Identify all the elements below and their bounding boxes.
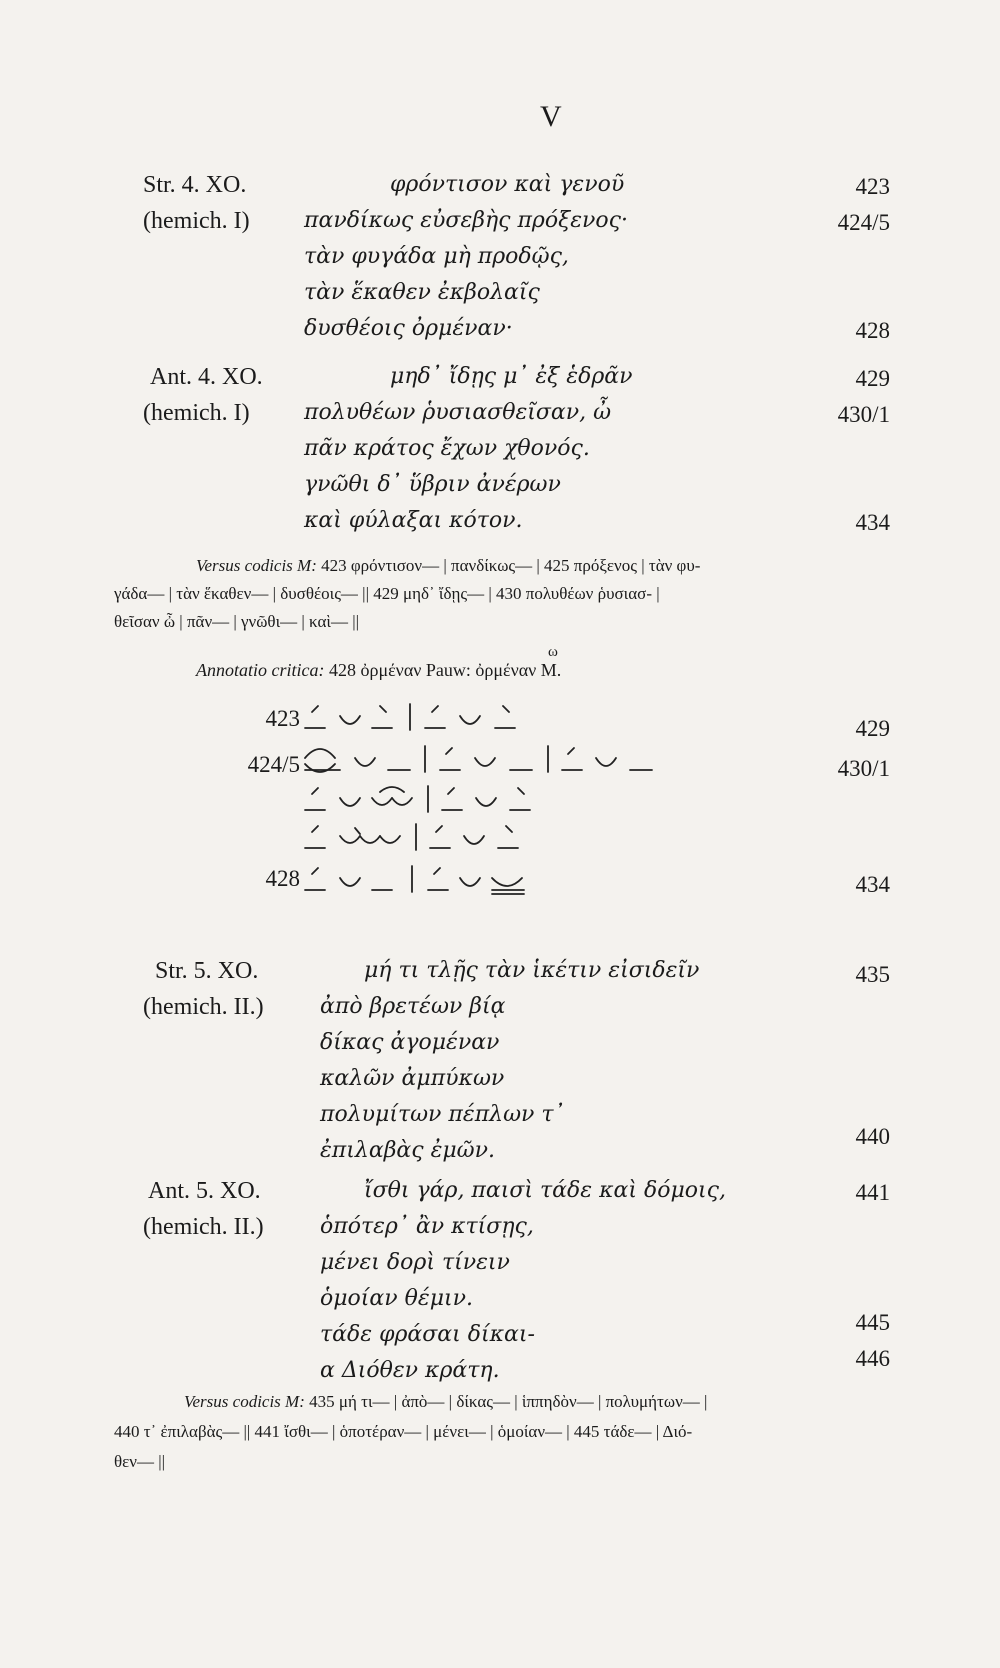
block2-label-2: (hemich. I) xyxy=(143,400,250,426)
note-prefix: Versus codicis xyxy=(184,1392,281,1411)
block1-line-number: 428 xyxy=(855,318,890,343)
meter-row-4 xyxy=(305,824,518,850)
block1-label-1: Str. 4. XO. xyxy=(143,172,247,198)
versus-codicis-note-1 xyxy=(196,556,700,576)
versus-codicis-note-2 xyxy=(184,1392,707,1412)
block2-line: μηδ᾽ ἴδῃς μ᾽ ἐξ ἑδρᾶν xyxy=(390,364,633,389)
block3-line: μή τι τλῇς τὰν ἱκέτιν εἰσιδεῖν xyxy=(364,958,700,983)
block4-line: ἴσθι γάρ, παισὶ τάδε καὶ δόμοις, xyxy=(364,1178,726,1203)
note-prefix: Versus codicis xyxy=(196,556,293,575)
block1-line: τὰν ἕκαθεν ἐκβολαῖς xyxy=(304,280,540,305)
block4-line: α Διόθεν κράτη. xyxy=(320,1358,500,1383)
note-manuscript: M: xyxy=(297,556,317,575)
block4-label-2: (hemich. II.) xyxy=(143,1214,264,1240)
block2-line: γνῶθι δ᾽ ὕβριν ἀνέρων xyxy=(304,472,561,497)
meter-right-number: 430/1 xyxy=(837,756,890,781)
meter-right-number: 434 xyxy=(855,872,890,897)
block3-line: δίκας ἀγομέναν xyxy=(320,1030,500,1055)
block2-label-1: Ant. 4. XO. xyxy=(150,364,263,390)
meter-row-5 xyxy=(305,866,524,894)
versus-codicis-note-2-line3: θεν— || xyxy=(114,1452,166,1471)
meter-left-number: 423 xyxy=(265,706,300,731)
annotatio-superscript: ω xyxy=(548,644,558,660)
note-text: 423 φρόντισον— | πανδίκως— | 425 πρόξενος | τὰν φυ- xyxy=(321,556,701,575)
note-text: 435 μή τι— | ἀπὸ— | δίκας— | ἱππηδὸν— | πολυμήτων— | xyxy=(309,1392,708,1411)
block3-line-number: 435 xyxy=(855,962,890,987)
block4-line: ὁμοίαν θέμιν. xyxy=(320,1286,473,1311)
block4-label-1: Ant. 5. XO. xyxy=(148,1178,261,1204)
block3-label-2: (hemich. II.) xyxy=(143,994,264,1020)
note-manuscript: M: xyxy=(285,1392,305,1411)
meter-row-3 xyxy=(305,786,530,812)
versus-codicis-note-1-line2: γάδα— | τὰν ἕκαθεν— | δυσθέοις— || 429 μηδ᾽ ἴδῃς— | 430 πολυθέων ῥυσιασ- | xyxy=(114,584,660,603)
page-number: V xyxy=(540,100,562,133)
meter-row-2 xyxy=(305,746,652,772)
block4-line-number: 445 xyxy=(855,1310,890,1335)
block3-line: καλῶν ἀμπύκων xyxy=(320,1066,505,1091)
block1-line: τὰν φυγάδα μὴ προδῷς, xyxy=(304,244,569,269)
block3-line: ἀπὸ βρετέων βίᾳ xyxy=(320,994,506,1019)
block1-line: δυσθέοις ὀρμέναν· xyxy=(304,316,513,341)
annotatio-critica-1 xyxy=(196,660,561,681)
block4-line-number: 441 xyxy=(855,1180,890,1205)
versus-codicis-note-2-line2: 440 τ᾽ ἐπιλαβὰς— || 441 ἴσθι— | ὁποτέραν— | μένει— | ὁμοίαν— | 445 τάδε— | Διό- xyxy=(114,1422,693,1441)
block2-line: πολυθέων ῥυσιασθεῖσαν, ὦ xyxy=(304,400,612,425)
meter-left-number: 428 xyxy=(265,866,300,891)
block1-line: πανδίκως εὐσεβὴς πρόξενος· xyxy=(304,208,628,233)
block3-label-1: Str. 5. XO. xyxy=(155,958,259,984)
meter-row-1 xyxy=(305,704,515,730)
annotatio-text: 428 ὀρμέναν Pauw: ὀρμέναν M. xyxy=(328,660,562,680)
meter-right-number: 429 xyxy=(855,716,890,741)
block2-line-number: 429 xyxy=(855,366,890,391)
versus-codicis-note-1-line3: θεῖσαν ὦ | πᾶν— | γνῶθι— | καὶ— || xyxy=(114,612,359,631)
block3-line: πολυμίτων πέπλων τ᾽ xyxy=(320,1102,565,1127)
annotatio-label: Annotatio critica: xyxy=(196,660,325,680)
block3-line: ἐπιλαβὰς ἐμῶν. xyxy=(320,1138,495,1163)
block4-line-number: 446 xyxy=(855,1346,890,1371)
block3-line-number: 440 xyxy=(855,1124,890,1149)
block1-line: φρόντισον καὶ γενοῦ xyxy=(390,172,625,197)
meter-left-number: 424/5 xyxy=(247,752,300,777)
block1-line-number: 423 xyxy=(855,174,890,199)
block4-line: μένει δορὶ τίνειν xyxy=(320,1250,510,1275)
block2-line: πᾶν κράτος ἔχων χθονός. xyxy=(304,436,590,461)
block1-line-number: 424/5 xyxy=(837,210,890,235)
block2-line-number: 430/1 xyxy=(837,402,890,427)
block2-line: καὶ φύλαξαι κότον. xyxy=(304,508,523,533)
meter-scheme xyxy=(300,702,680,902)
block2-line-number: 434 xyxy=(855,510,890,535)
block1-label-2: (hemich. I) xyxy=(143,208,250,234)
block4-line: τάδε φράσαι δίκαι- xyxy=(320,1322,535,1347)
block4-line: ὁπότερ᾽ ἂν κτίσῃς, xyxy=(320,1214,534,1239)
